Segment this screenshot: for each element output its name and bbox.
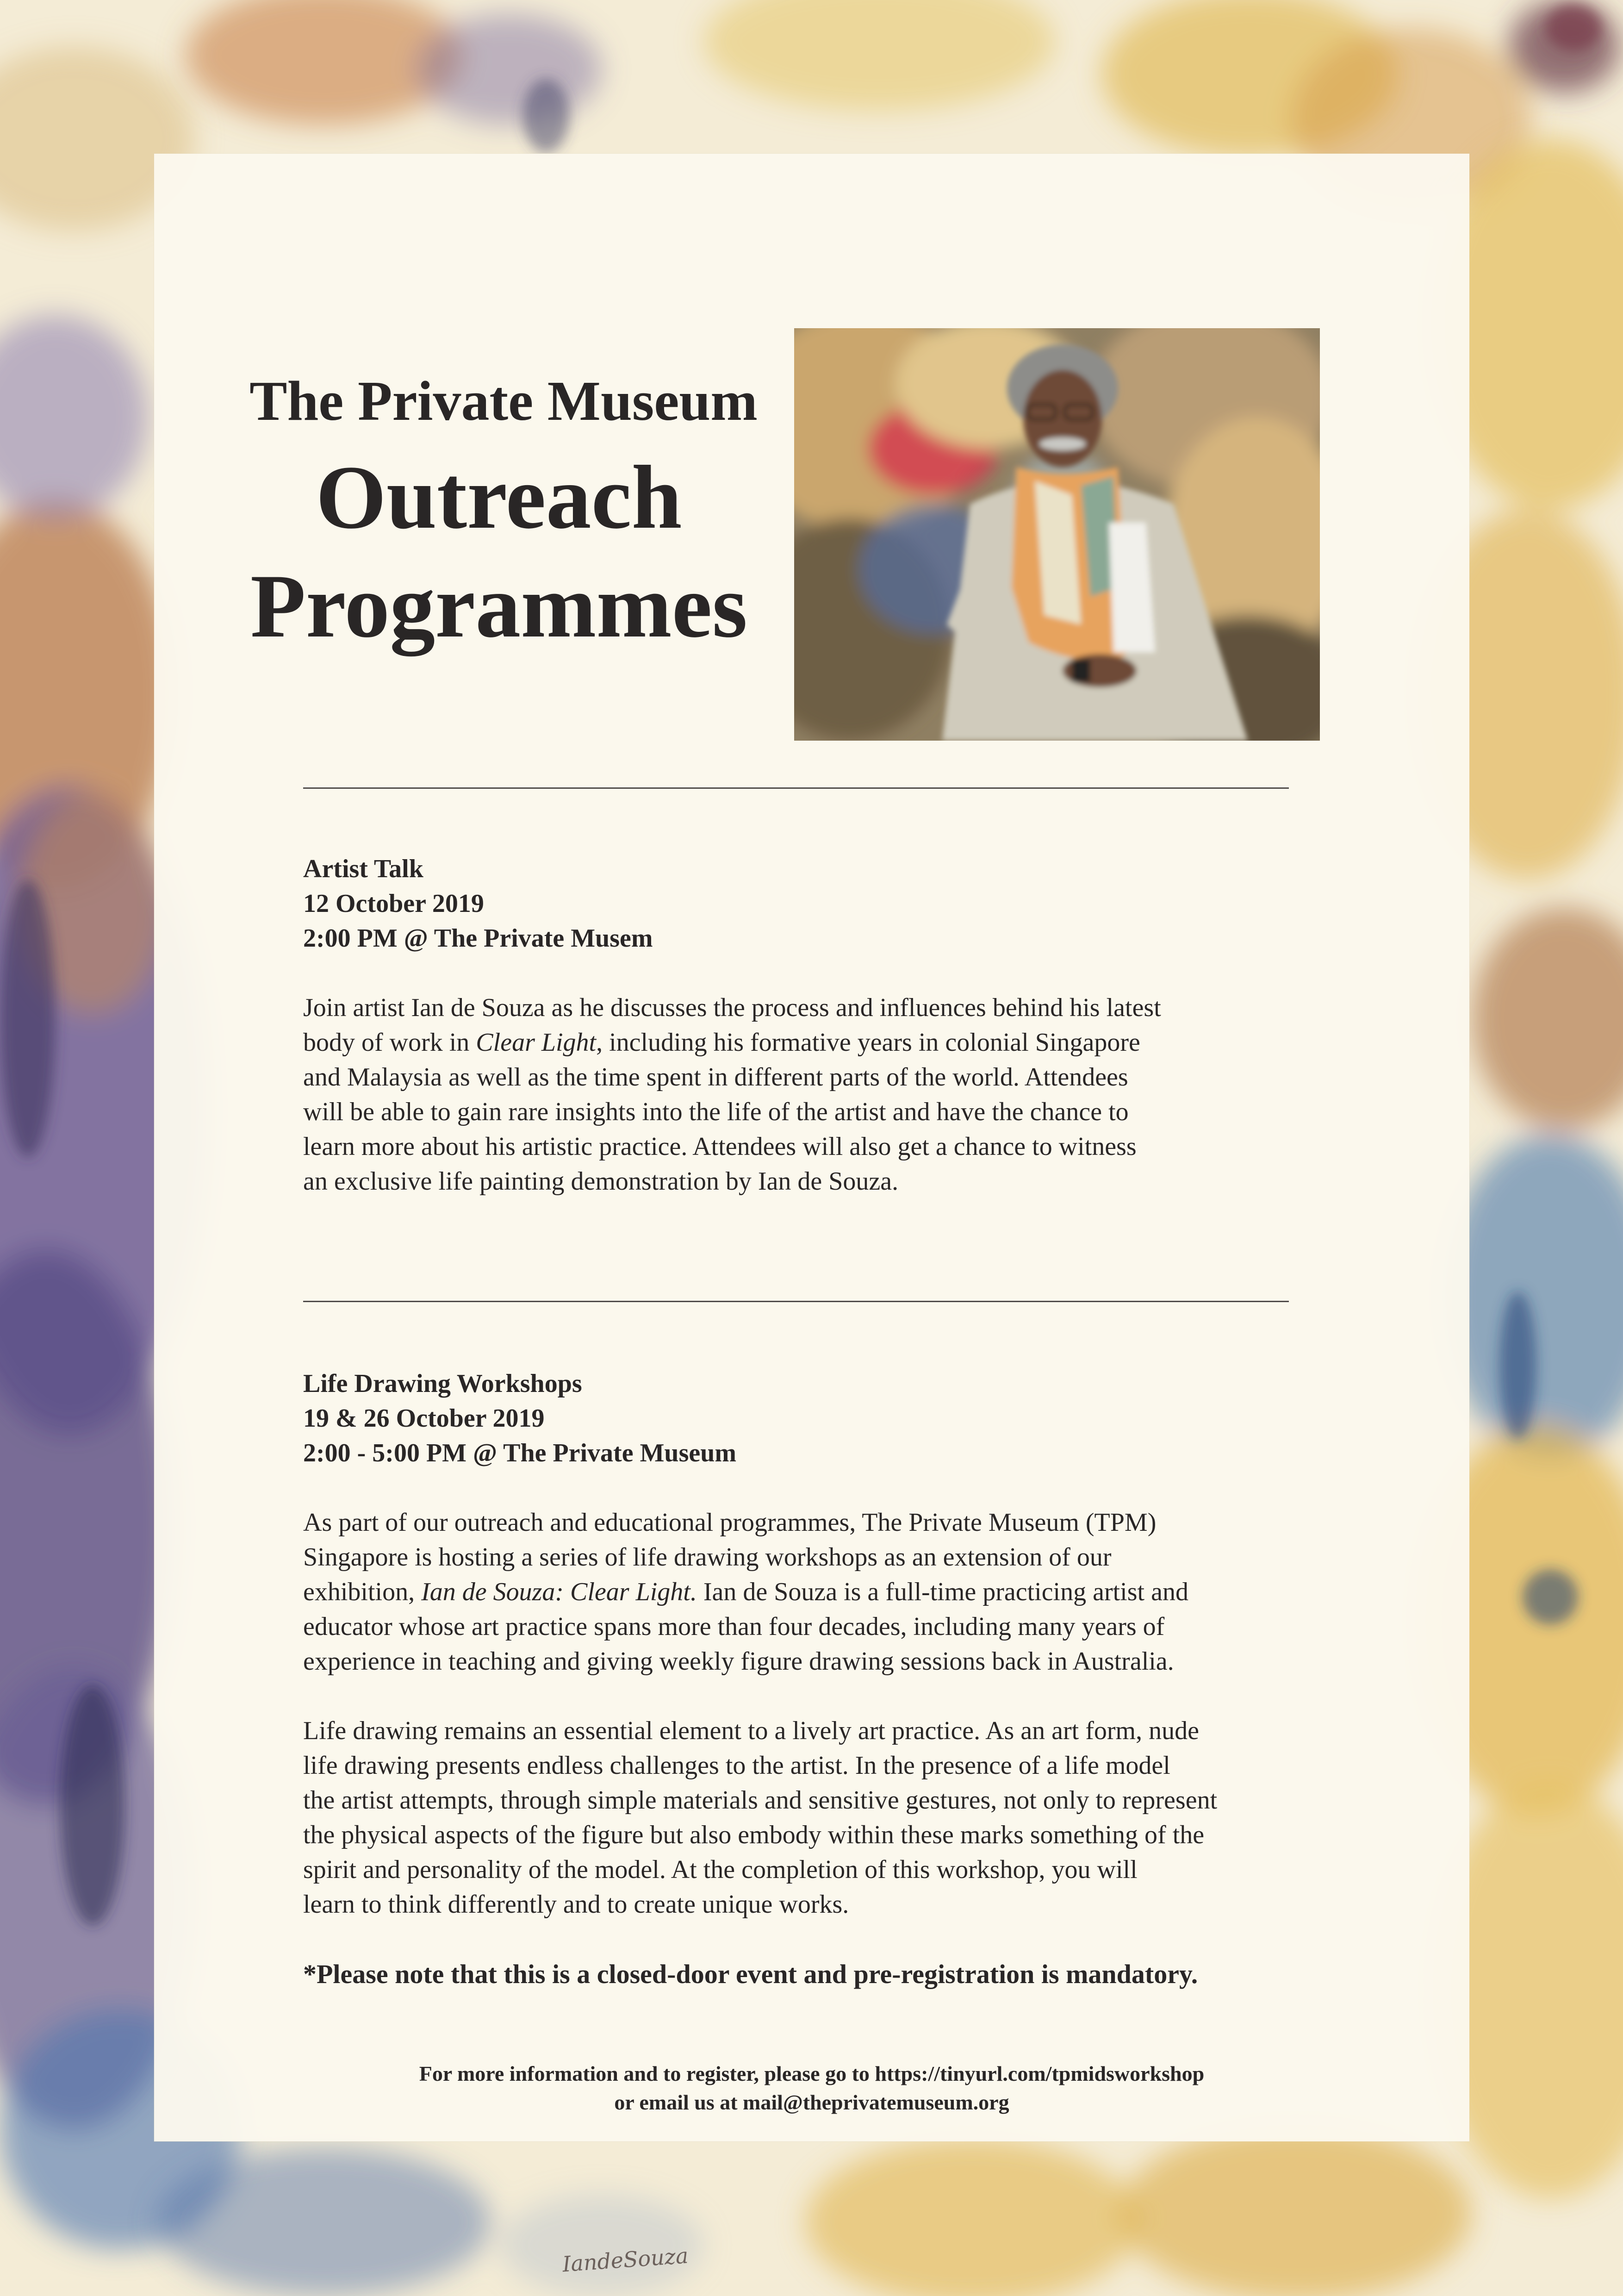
poster-panel — [154, 154, 1469, 2141]
body-line: Life drawing remains an essential element to a lively art practice. As an art form, nude — [303, 1716, 1199, 1745]
event-date: 19 & 26 October 2019 — [303, 1404, 545, 1433]
artist-portrait — [794, 328, 1320, 741]
body-line: the artist attempts, through simple materials and sensitive gestures, not only to represent — [303, 1786, 1218, 1815]
section-life-drawing — [303, 1366, 1414, 1991]
event-date: 12 October 2019 — [303, 889, 484, 918]
note-text: *Please note that this is a closed-door event and pre-registration is mandatory. — [303, 1959, 1198, 1989]
body-line: the physical aspects of the figure but also embody within these marks something of the — [303, 1821, 1205, 1849]
divider-1 — [303, 787, 1289, 789]
page-title — [237, 443, 760, 661]
body-line: learn more about his artistic practice. Attendees will also get a chance to witness — [303, 1132, 1137, 1161]
body-line: Singapore is hosting a series of life drawing workshops as an extension of our — [303, 1543, 1112, 1572]
body-line: exhibition, Ian de Souza: Clear Light. Ian de Souza is a full-time practicing artist and — [303, 1578, 1188, 1606]
body-line: life drawing presents endless challenges to the artist. In the presence of a life model — [303, 1751, 1170, 1780]
artist-signature: IandeSouza — [561, 2243, 689, 2277]
title-line-1: Outreach — [316, 447, 682, 548]
body-line: an exclusive life painting demonstration by Ian de Souza. — [303, 1167, 899, 1196]
body-line: will be able to gain rare insights into the life of the artist and have the chance to — [303, 1098, 1129, 1126]
body-line: As part of our outreach and educational programmes, The Private Museum (TPM) — [303, 1508, 1157, 1537]
exhibition-title: Clear Light — [476, 1028, 597, 1057]
portrait-image — [794, 328, 1320, 741]
event-title: Artist Talk — [303, 855, 423, 883]
registration-note — [303, 1957, 1414, 1991]
museum-name: The Private Museum — [249, 370, 758, 432]
exhibition-title: Ian de Souza: Clear Light. — [421, 1578, 697, 1606]
event-description — [303, 991, 1414, 1199]
body-line: Join artist Ian de Souza as he discusses the process and influences behind his latest — [303, 993, 1161, 1022]
footer-email-line: or email us at mail@theprivatemuseum.org — [614, 2090, 1009, 2114]
event-time-venue: 2:00 - 5:00 PM @ The Private Museum — [303, 1439, 737, 1467]
body-line: learn to think differently and to create unique works. — [303, 1890, 849, 1919]
body-line: spirit and personality of the model. At the completion of this workshop, you will — [303, 1855, 1138, 1884]
section-artist-talk — [303, 852, 1414, 1199]
body-line: body of work in Clear Light, including his formative years in colonial Singapore — [303, 1028, 1140, 1057]
event-time-venue: 2:00 PM @ The Private Musem — [303, 924, 653, 953]
footer — [154, 2059, 1469, 2117]
divider-2 — [303, 1301, 1289, 1302]
footer-register-line: For more information and to register, please go to https://tinyurl.com/tpmidsworkshop — [419, 2062, 1205, 2085]
title-line-2: Programmes — [250, 556, 747, 656]
event-description — [303, 1505, 1414, 1679]
event-title: Life Drawing Workshops — [303, 1369, 582, 1398]
body-line: educator whose art practice spans more than four decades, including many years of — [303, 1612, 1165, 1641]
event-description-2 — [303, 1714, 1414, 1922]
body-line: experience in teaching and giving weekly figure drawing sessions back in Australia. — [303, 1647, 1174, 1676]
body-line: and Malaysia as well as the time spent in different parts of the world. Attendees — [303, 1063, 1128, 1092]
